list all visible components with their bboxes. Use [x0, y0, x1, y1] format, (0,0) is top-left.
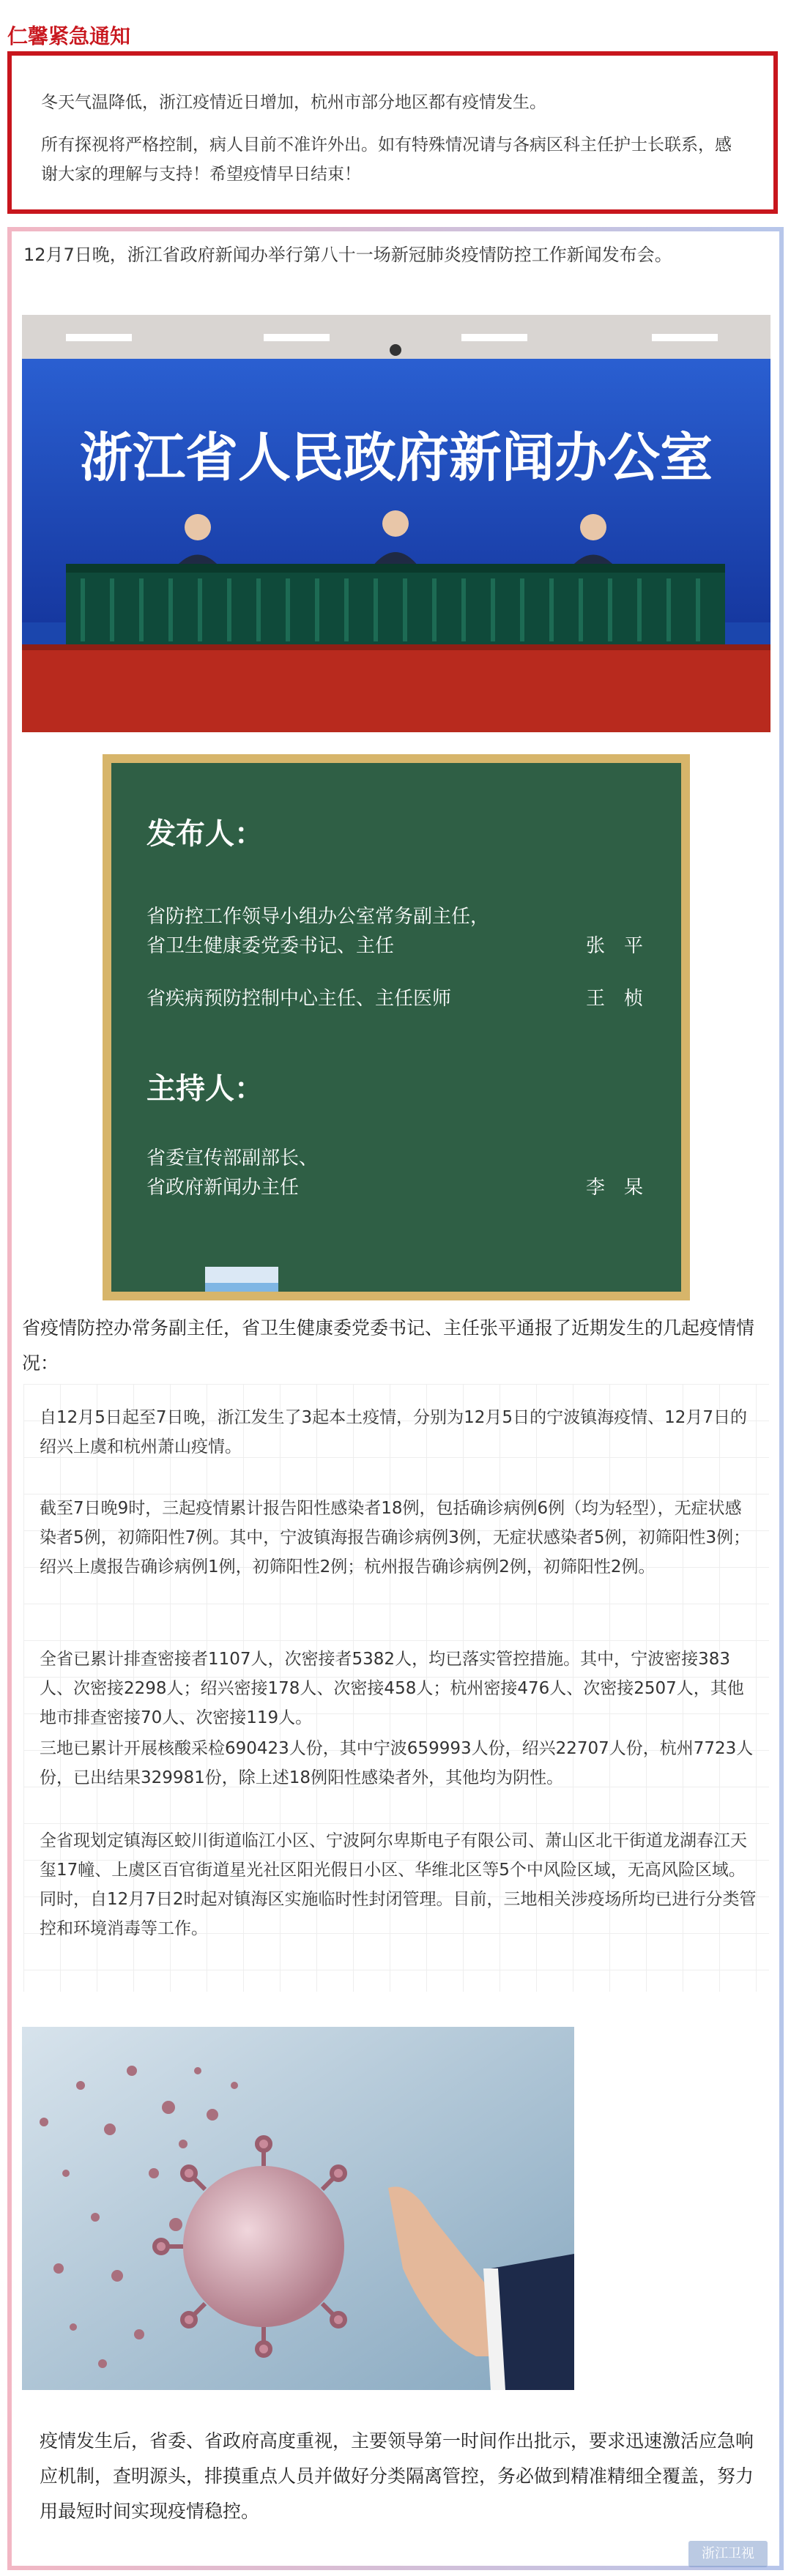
epidemic-facts-box	[23, 1384, 769, 1992]
urgent-notice-box	[7, 51, 778, 214]
virus-hand-image	[22, 2027, 574, 2390]
source-watermark: 浙江卫视	[688, 2541, 768, 2567]
press-conference-illustration	[22, 315, 770, 732]
notice-title: 仁馨紧急通知	[7, 24, 131, 48]
fact-paragraph-4: 三地已累计开展核酸采检690423人份，其中宁波659993人份，绍兴22707人份，杭州7723人份，已出结果329981份，除上述18例阳性感染者外，其他均为阴性。	[40, 1739, 754, 1787]
fact-paragraph-2: 截至7日晚9时，三起疫情累计报告阳性感染者18例，包括确诊病例6例（均为轻型），无症状感染者5例，初筛阳性7例。其中，宁波镇海报告确诊病例3例，无症状感染者5例，初筛阳性3例；绍兴上虞报告确诊病例1例，初筛阳性2例；杭州报告确诊病例2例，初筛阳性2例。	[40, 1499, 751, 1577]
publisher-2-title: 省疾病预防控制中心主任、主任医师	[146, 988, 452, 1010]
backdrop-title: 浙江省人民政府新闻办公室	[79, 427, 713, 488]
publisher-1-title-line-1: 省防控工作领导小组办公室常务副主任，	[146, 906, 490, 928]
host-title-line-1: 省委宣传部副部长、	[146, 1147, 319, 1169]
publisher-heading: 发布人：	[146, 817, 264, 851]
closing-paragraph: 疫情发生后，省委、省政府高度重视，主要领导第一时间作出批示，要求迅速激活应急响应机制，查明源头，排摸重点人员并做好分类隔离管控，务必做到精准精细全覆盖，努力用最短时间实现疫情稳控。	[40, 2430, 754, 2522]
speaker-board	[103, 754, 690, 1300]
article-intro: 12月7日晚，浙江省政府新闻办举行第八十一场新冠肺炎疫情防控工作新闻发布会。	[23, 245, 672, 265]
virus-illustration	[22, 2027, 574, 2390]
host-name: 李 杲	[586, 1177, 644, 1199]
press-conference-photo	[22, 315, 770, 732]
chalkboard-illustration	[103, 754, 690, 1300]
publisher-1-name: 张 平	[586, 935, 644, 957]
host-heading: 主持人：	[146, 1072, 264, 1106]
lead-paragraph: 省疫情防控办常务副主任，省卫生健康委党委书记、主任张平通报了近期发生的几起疫情情况：	[22, 1317, 755, 1374]
host-title-line-2: 省政府新闻办主任	[146, 1177, 300, 1199]
fact-paragraph-1: 自12月5日起至7日晚，浙江发生了3起本土疫情，分别为12月5日的宁波镇海疫情、12月7日的绍兴上虞和杭州萧山疫情。	[40, 1408, 747, 1456]
publisher-2-name: 王 桢	[586, 988, 644, 1010]
notice-paragraph-1: 冬天气温降低，浙江疫情近日增加，杭州市部分地区都有疫情发生。	[41, 93, 546, 112]
notice-paragraph-2: 所有探视将严格控制，病人目前不准许外出。如有特殊情况请与各病区科主任护士长联系，感谢大家的理解与支持！希望疫情早日结束！	[41, 135, 732, 184]
fact-paragraph-3: 全省已累计排查密接者1107人，次密接者5382人，均已落实管控措施。其中，宁波密接383人、次密接2298人；绍兴密接178人、次密接458人；杭州密接476人、次密接2507人，其他地市排查密接70人、次密接119人。	[40, 1650, 744, 1727]
publisher-1-title-line-2: 省卫生健康委党委书记、主任	[146, 935, 395, 957]
fact-paragraph-5: 全省现划定镇海区蛟川街道临江小区、宁波阿尔卑斯电子有限公司、萧山区北干街道龙湖春江天玺17幢、上虞区百官街道星光社区阳光假日小区、华维北区等5个中风险区域，无高风险区域。同时，自12月7日2时起对镇海区实施临时性封闭管理。目前，三地相关涉疫场所均已进行分类管控和环境消毒等工作。	[40, 1831, 757, 1938]
